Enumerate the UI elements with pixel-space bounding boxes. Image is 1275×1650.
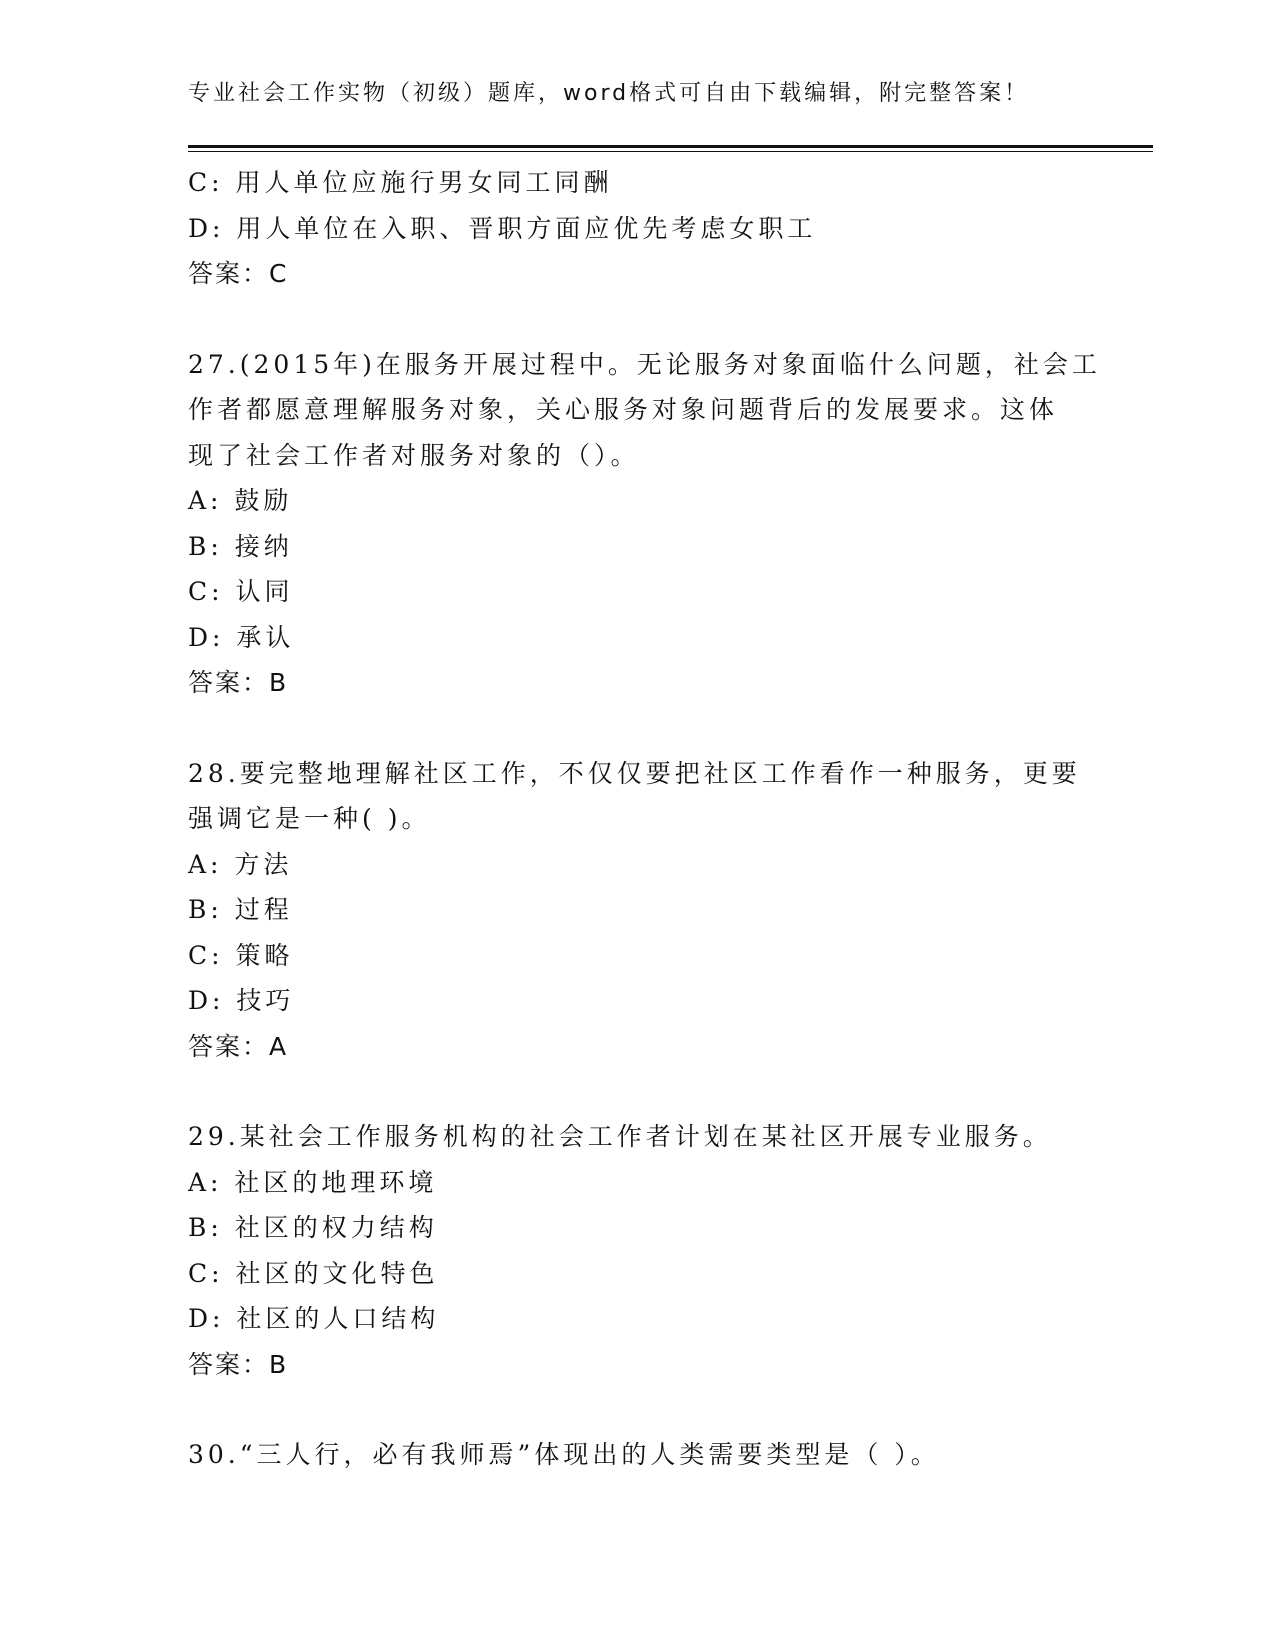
header-rule-thin bbox=[188, 151, 1153, 152]
question-30 bbox=[188, 1432, 1088, 1478]
document-body bbox=[188, 160, 1101, 1478]
option-b: B: 社区的权力结构 bbox=[188, 1213, 438, 1242]
option-d: D: 用人单位在入职、晋职方面应优先考虑女职工 bbox=[188, 213, 817, 243]
header-rule-thick bbox=[188, 145, 1153, 148]
option-a: A: 社区的地理环境 bbox=[188, 1167, 438, 1197]
answer-line: 答案：B bbox=[188, 1349, 289, 1379]
answer-line: 答案：B bbox=[188, 668, 289, 697]
option-b: B: 过程 bbox=[188, 895, 293, 924]
question-text-line: 27.(2015年)在服务开展过程中。无论服务对象面临什么问题，社会工 bbox=[188, 349, 1101, 379]
option-d: D: 社区的人口结构 bbox=[188, 1304, 440, 1333]
option-d: D: 技巧 bbox=[188, 986, 295, 1015]
question-29 bbox=[188, 1114, 1088, 1387]
question-text-line: 29.某社会工作服务机构的社会工作者计划在某社区开展专业服务。 bbox=[188, 1122, 1052, 1151]
question-text-line: 现了社会工作者对服务对象的（）。 bbox=[188, 440, 640, 470]
question-text-line: 30.“三人行，必有我师焉”体现出的人类需要类型是（ ）。 bbox=[188, 1440, 940, 1469]
option-a: A: 方法 bbox=[188, 849, 293, 879]
option-a: A: 鼓励 bbox=[188, 486, 293, 515]
question-text-line: 28.要完整地理解社区工作，不仅仅要把社区工作看作一种服务，更要 bbox=[188, 758, 1081, 788]
option-d: D: 承认 bbox=[188, 622, 295, 652]
option-b: B: 接纳 bbox=[188, 531, 293, 561]
question-26-continuation bbox=[188, 160, 1088, 297]
option-c: C: 用人单位应施行男女同工同酬 bbox=[188, 168, 613, 197]
question-28 bbox=[188, 751, 1088, 1070]
page-header: 专业社会工作实物（初级）题库，word格式可自由下载编辑，附完整答案！ bbox=[188, 81, 1030, 106]
answer-line: 答案：C bbox=[188, 259, 289, 288]
question-text-line: 强调它是一种( )。 bbox=[188, 804, 431, 833]
answer-line: 答案：A bbox=[188, 1031, 289, 1061]
option-c: C: 社区的文化特色 bbox=[188, 1258, 439, 1288]
question-27 bbox=[188, 342, 1101, 706]
option-c: C: 策略 bbox=[188, 940, 294, 970]
question-text-line: 作者都愿意理解服务对象，关心服务对象问题背后的发展要求。这体 bbox=[188, 395, 1059, 424]
option-c: C: 认同 bbox=[188, 577, 294, 606]
